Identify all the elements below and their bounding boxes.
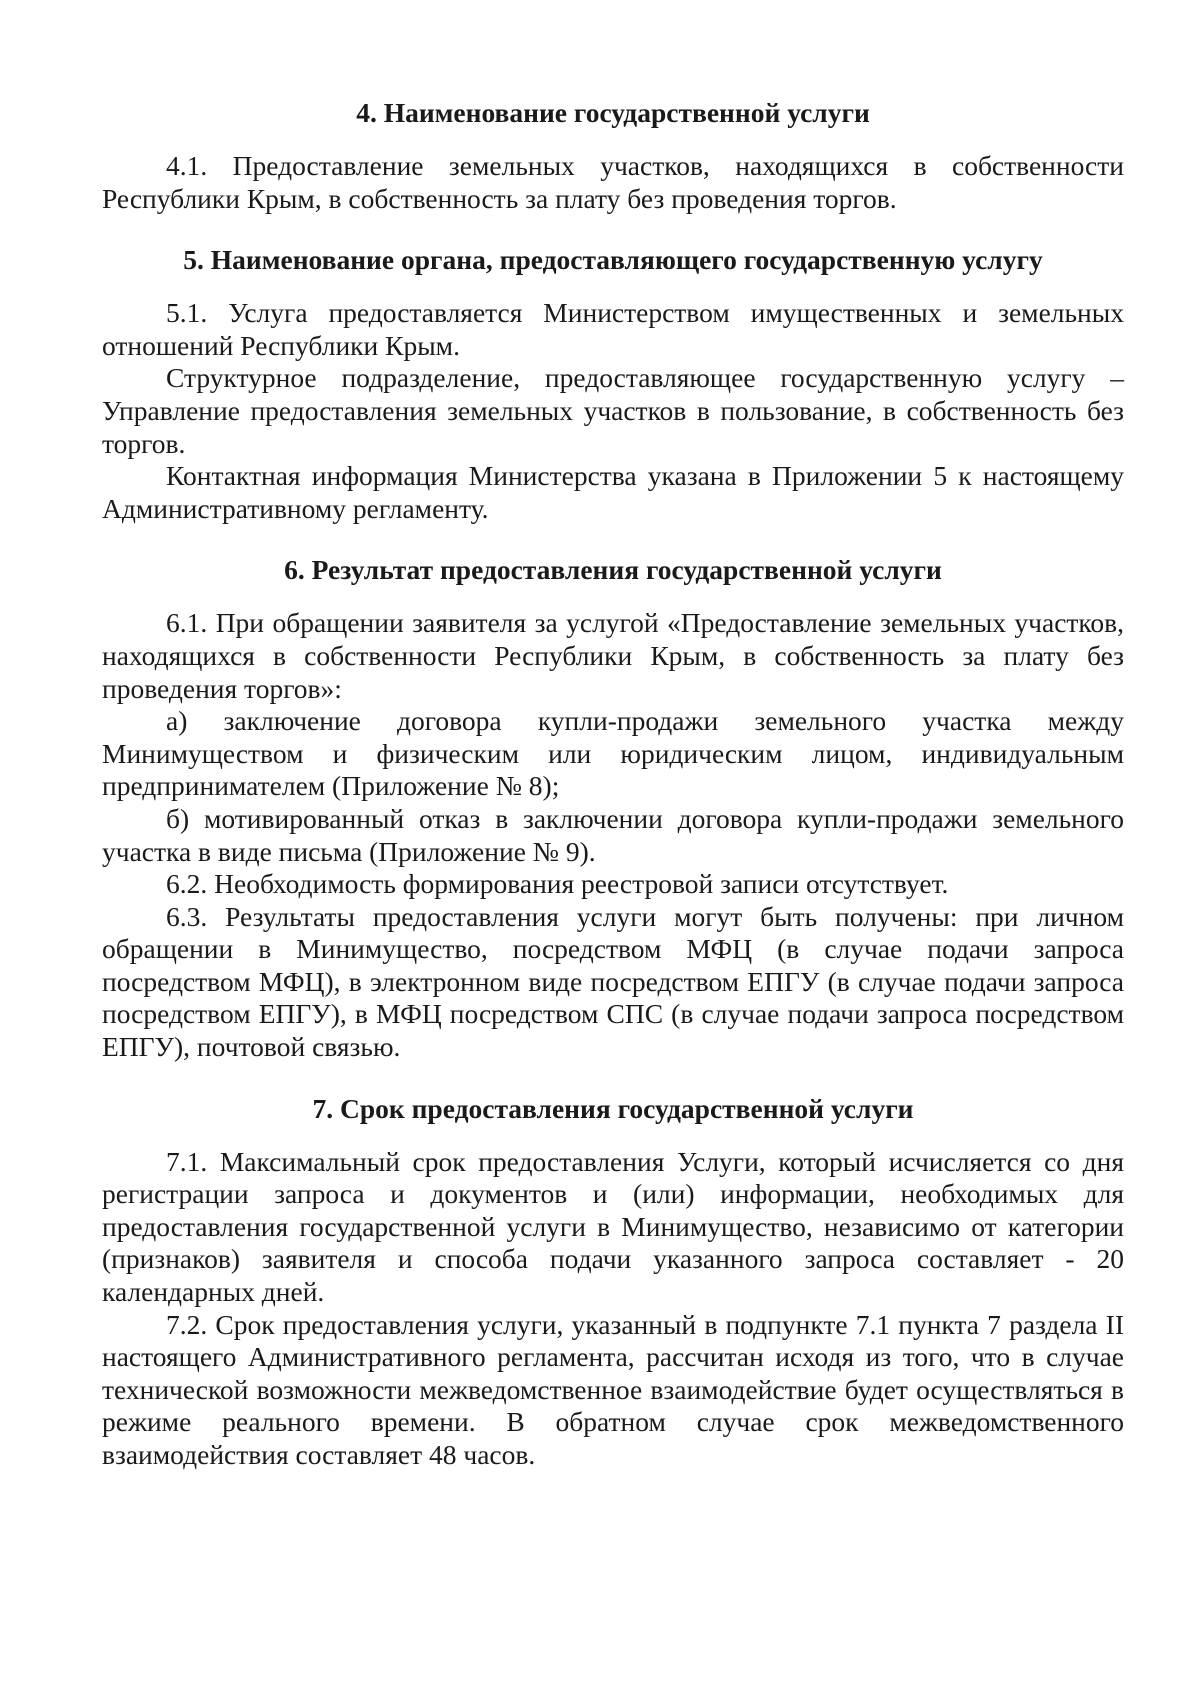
- paragraph: 6.3. Результаты предоставления услуги могут быть получены: при личном обращении в Минимущество, посредством МФЦ (в случае подачи запроса посредством МФЦ), в электронном виде посредством ЕПГУ (в случае подачи запроса посредством ЕПГУ), в МФЦ посредством СПС (в случае подачи запроса посредством ЕПГУ), почтовой связью.: [102, 900, 1124, 1063]
- paragraph: 6.1. При обращении заявителя за услугой «Предоставление земельных участков, находящихся в собственности Республики Крым, в собственность за плату без проведения торгов»:: [102, 607, 1124, 704]
- section-title: 6. Результат предоставления государственной услуги: [284, 554, 942, 586]
- paragraph: 5.1. Услуга предоставляется Министерством имущественных и земельных отношений Республики Крым.: [102, 297, 1124, 361]
- section-7: [102, 1092, 1124, 1472]
- section-title: 4. Наименование государственной услуги: [356, 97, 870, 128]
- paragraph: 7.2. Срок предоставления услуги, указанный в подпункте 7.1 пункта 7 раздела II настоящего Административного регламента, рассчитан исходя из того, что в случае технической возможности межведомственное взаимодействие будет осуществляться в режиме реального времени. В обратном случае срок межведомственного взаимодействия составляет 48 часов.: [102, 1308, 1124, 1470]
- section-5: [102, 243, 1124, 525]
- paragraph: 6.2. Необходимость формирования реестровой записи отсутствует.: [166, 868, 949, 900]
- document-page: [102, 96, 1124, 1472]
- section-4: [102, 96, 1124, 215]
- paragraph: 4.1. Предоставление земельных участков, находящихся в собственности Республики Крым, в собственность за плату без проведения торгов.: [102, 150, 1124, 214]
- section-title: 7. Срок предоставления государственной услуги: [312, 1092, 914, 1124]
- section-6: [102, 553, 1124, 1063]
- list-item: а) заключение договора купли-продажи земельного участка между Минимуществом и физическим или юридическим лицом, индивидуальным предпринимателем (Приложение № 8);: [102, 705, 1124, 802]
- list-item: б) мотивированный отказ в заключении договора купли-продажи земельного участка в виде письма (Приложение № 9).: [102, 802, 1124, 867]
- paragraph: Контактная информация Министерства указана в Приложении 5 к настоящему Административному регламенту.: [102, 460, 1124, 524]
- paragraph: Структурное подразделение, предоставляющее государственную услугу – Управление предоставления земельных участков в пользование, в собственность без торгов.: [102, 362, 1124, 459]
- section-title: 5. Наименование органа, предоставляющего государственную услугу: [183, 244, 1043, 276]
- paragraph: 7.1. Максимальный срок предоставления Услуги, который исчисляется со дня регистрации запроса и документов и (или) информации, необходимых для предоставления государственной услуги в Минимущество, независимо от категории (признаков) заявителя и способа подачи указанного запроса составляет - 20 календарных дней.: [102, 1145, 1124, 1308]
